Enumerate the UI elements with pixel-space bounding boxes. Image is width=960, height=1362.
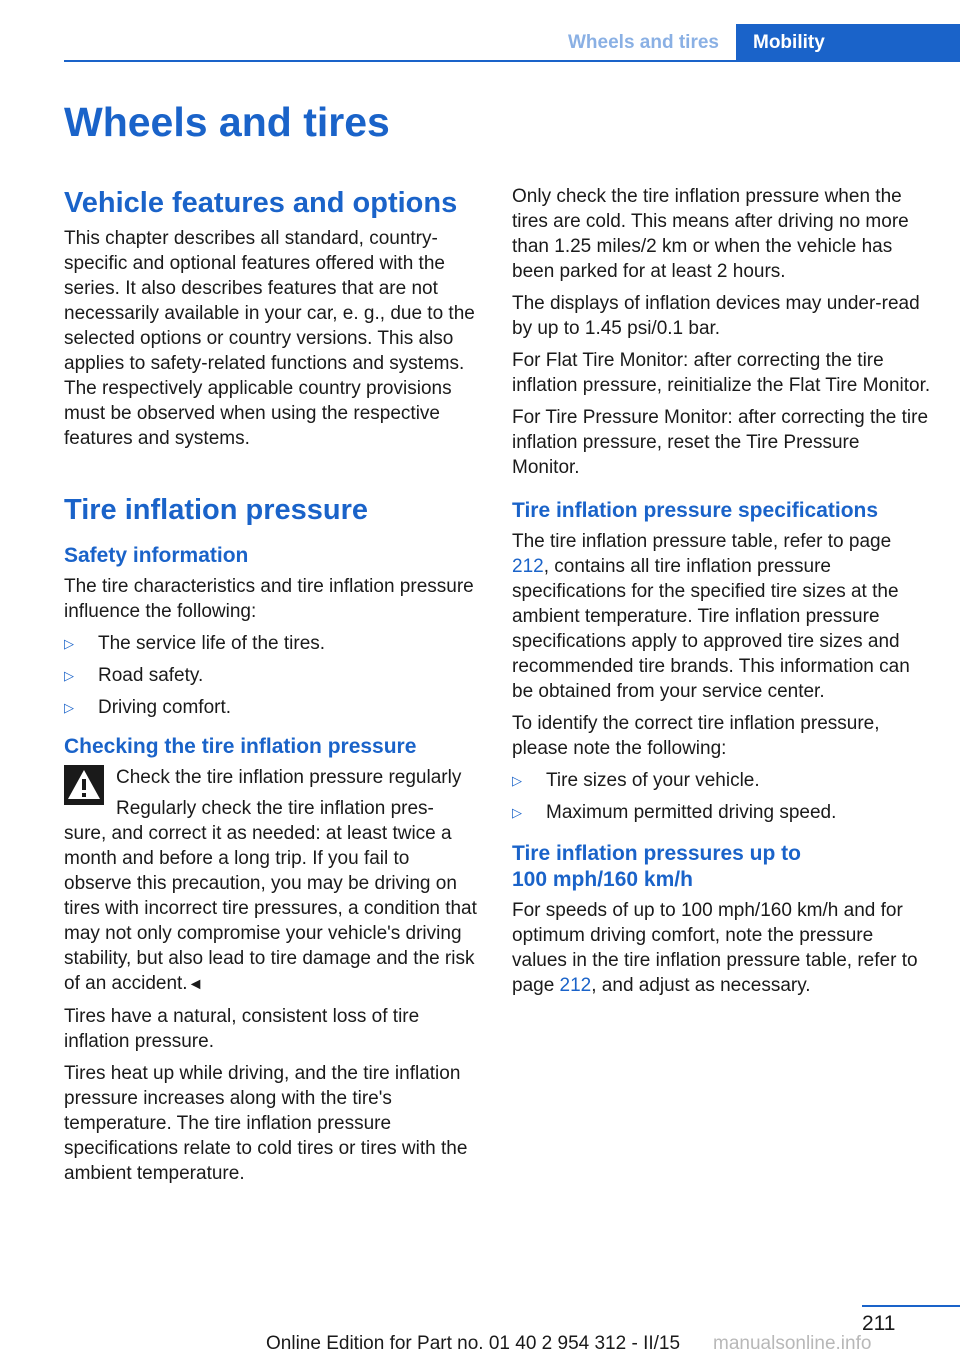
- list-item-text: Maximum permitted driving speed.: [546, 802, 837, 823]
- footer-rule: [862, 1305, 960, 1307]
- warning-title: Check the tire inflation pressure regularly: [116, 767, 462, 788]
- chapter-tab[interactable]: Mobility: [736, 24, 960, 61]
- flat-tire-monitor-text: For Flat Tire Monitor: after correcting the tire inflation pressure, reinitialize the Flat Tire Monitor.: [512, 350, 931, 396]
- list-item: [64, 663, 482, 688]
- safety-bullet-list: [64, 631, 482, 720]
- triangle-bullet-icon: ▷: [64, 636, 74, 651]
- header-tabs: [551, 24, 960, 61]
- list-item: [512, 768, 932, 793]
- list-item: [512, 800, 932, 825]
- under-read-text: The displays of inflation devices may under-read by up to 1.45 psi/0.1 bar.: [512, 293, 920, 339]
- vehicle-features-heading: Vehicle features and options: [64, 187, 458, 219]
- page-title: Wheels and tires: [64, 99, 390, 145]
- list-item: [64, 631, 482, 656]
- header-rule: [64, 60, 960, 62]
- up-to-speed-text-a: For speeds of up to 100 mph/160 km/h and for optimum driving comfort, note the pressure values in the tire inflation pressure table, refer to page: [512, 900, 918, 996]
- list-item: [64, 695, 482, 720]
- up-to-speed-text-b: , and adjust as necessary.: [591, 975, 811, 996]
- up-to-speed-heading-line2: 100 mph/160 km/h: [512, 868, 693, 891]
- triangle-bullet-icon: ▷: [64, 700, 74, 715]
- checking-pressure-heading: Checking the tire inflation pressure: [64, 735, 417, 758]
- end-of-warning-marker: ◄: [187, 976, 204, 993]
- tire-pressure-monitor-text: For Tire Pressure Monitor: after correcting the tire inflation pressure, reset the Tire Pressure Monitor.: [512, 407, 929, 478]
- safety-information-heading: Safety information: [64, 544, 249, 567]
- specifications-text-a: The tire inflation pressure table, refer to page: [512, 531, 892, 552]
- page-number: 211: [862, 1312, 896, 1335]
- cold-tires-text: Only check the tire inflation pressure when the tires are cold. This means after driving no more than 1.25 miles/2 km or when the vehicle has been parked for at least 2 hours.: [512, 186, 909, 282]
- tire-inflation-pressure-heading: Tire inflation pressure: [64, 494, 369, 526]
- warning-triangle-icon: [64, 765, 104, 805]
- identify-pressure-text: To identify the correct tire inflation pressure, please note the following:: [512, 713, 880, 759]
- up-to-speed-heading: [512, 841, 932, 893]
- list-item-text: Road safety.: [98, 665, 204, 686]
- specifications-heading: Tire inflation pressure specifications: [512, 499, 879, 522]
- tire-heat-text: Tires heat up while driving, and the tire inflation pressure increases along with the tire's temperature. The tire inflation pressure specifications relate to cold tires or tires with the ambient temperature.: [64, 1063, 468, 1184]
- up-to-speed-heading-line1: Tire inflation pressures up to: [512, 842, 801, 865]
- watermark: manualsonline.info: [713, 1333, 872, 1354]
- page-212-link[interactable]: 212: [512, 556, 544, 577]
- specifications-text-b: , contains all tire inflation pressure specifications for the specified tire sizes at the ambient temperature. Tire inflation pressure specifications apply to approved tire sizes and recommended tire brands. This information can be obtained from your service center.: [512, 556, 910, 702]
- list-item-text: The service life of the tires.: [98, 633, 326, 654]
- triangle-bullet-icon: ▷: [512, 773, 522, 788]
- pressure-loss-text: Tires have a natural, consistent loss of tire inflation pressure.: [64, 1006, 420, 1052]
- list-item-text: Tire sizes of your vehicle.: [546, 770, 760, 791]
- warning-block: [64, 765, 482, 997]
- section-tab[interactable]: Wheels and tires: [551, 24, 736, 61]
- edition-note: Online Edition for Part no. 01 40 2 954 312 - II/15: [266, 1333, 681, 1354]
- warning-text: [64, 821, 482, 997]
- vehicle-features-text: This chapter describes all standard, country-specific and optional features offered with the series. It also describes features that are not necessarily available in your car, e. g., due to the selected options or country versions. This also applies to safety-related functions and systems. The respectively applicable country provisions must be observed when using the respective features and systems.: [64, 228, 475, 449]
- triangle-bullet-icon: ▷: [64, 668, 74, 683]
- up-to-speed-text: [512, 898, 932, 998]
- triangle-bullet-icon: ▷: [512, 805, 522, 820]
- left-column: [64, 184, 482, 1193]
- identify-bullet-list: [512, 768, 932, 825]
- right-column: [512, 184, 932, 1005]
- page-212-link[interactable]: 212: [559, 975, 592, 996]
- warning-text-first-line: Regularly check the tire inflation pres-: [116, 798, 434, 819]
- list-item-text: Driving comfort.: [98, 697, 232, 718]
- specifications-text: [512, 529, 932, 704]
- safety-information-text: The tire characteristics and tire inflation pressure influence the following:: [64, 576, 474, 622]
- warning-text-rest: sure, and correct it as needed: at least twice a month and before a long trip. If you fail to observe this precaution, you may be driving on tires with incorrect tire pressures, a condition that may not only compromise your vehicle's driving stability, but also lead to tire damage and the risk of an accident.: [64, 823, 477, 994]
